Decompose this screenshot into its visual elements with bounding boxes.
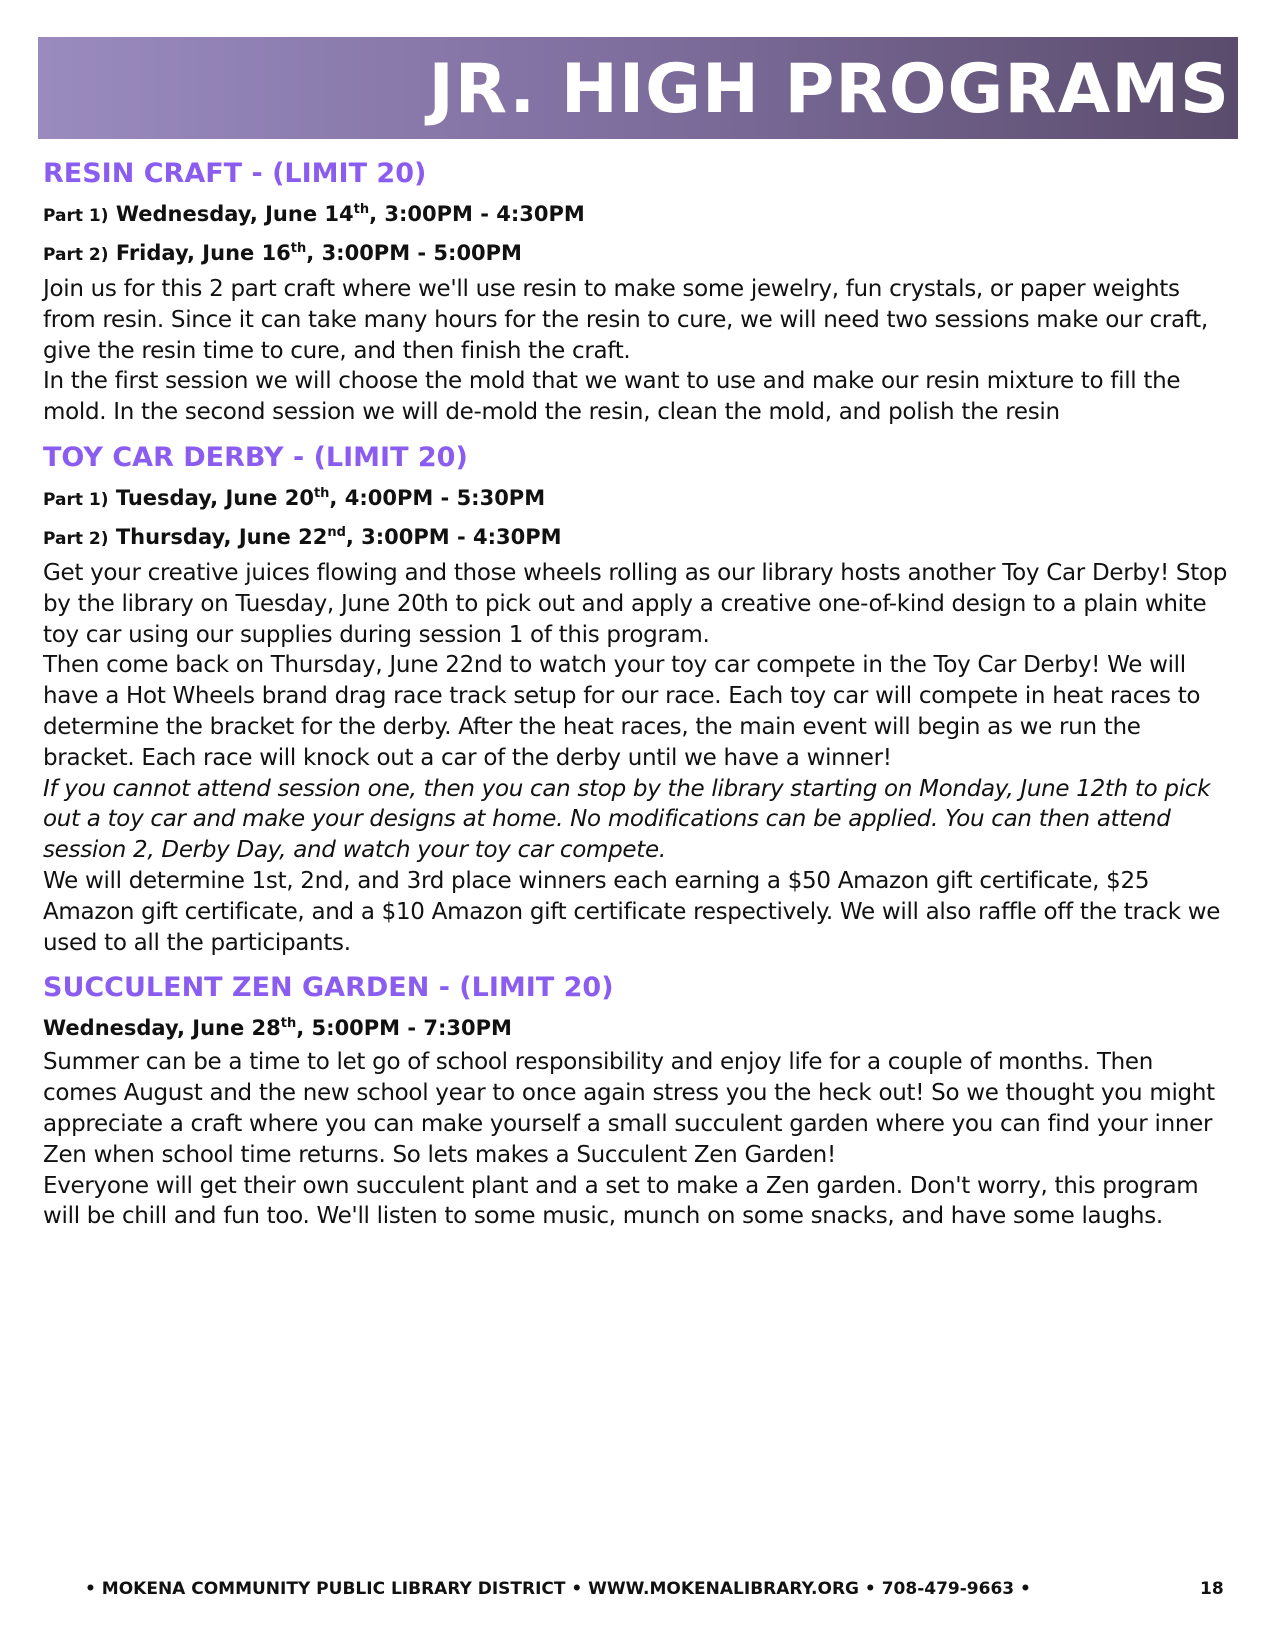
page-number: 18 (1200, 1579, 1224, 1599)
page-footer (0, 1574, 1275, 1604)
date-suffix: th (290, 241, 307, 256)
schedule-line (43, 1010, 1233, 1047)
part-label: Part 1) (43, 206, 109, 226)
schedule-line (43, 480, 1233, 519)
description-note: If you cannot attend session one, then you can stop by the library starting on Monday, June 12th to pick out a toy car and make your designs at home. No modifications can be applied. You can then attend session 2, Derby Day, and watch your toy car compete. (43, 775, 1211, 864)
part-label: Part 2) (43, 528, 109, 549)
schedule-day: Thursday (115, 524, 224, 549)
program-list (43, 156, 1233, 1244)
page-title: JR. HIGH PROGRAMS (428, 50, 1230, 129)
part-label: Part 2) (43, 245, 109, 265)
program-toy-car-derby (43, 440, 1233, 958)
description-paragraph: Everyone will get their own succulent plant and a set to make a Zen garden. Don't worry, this program will be chill and fun too. We'll listen to some music, munch on some snacks, and have some laughs. (43, 1172, 1199, 1230)
program-resin-craft (43, 156, 1233, 428)
schedule-date: , June 16 (187, 241, 291, 265)
description-paragraph: In the first session we will choose the mold that we want to use and make our resin mixture to fill the mold. In the second session we will de-mold the resin, clean the mold, and polish the resin (43, 368, 1181, 426)
date-suffix: th (353, 202, 370, 217)
description-paragraph: Join us for this 2 part craft where we'll use resin to make some jewelry, fun crystals, or paper weights from resin. Since it can take many hours for the resin to cure, we will need two sessions make our craft, give the resin time to cure, and then finish the craft. (43, 276, 1208, 364)
schedule-time: , 5:00PM - 7:30PM (296, 1016, 512, 1041)
program-title: SUCCULENT ZEN GARDEN - (LIMIT 20) (43, 972, 614, 1004)
schedule-day: Wednesday (43, 1016, 177, 1041)
description-paragraph: Then come back on Thursday, June 22nd to watch your toy car compete in the Toy Car Derby! We will have a Hot Wheels brand drag race track setup for our race. Each toy car will compete in heat races to determine the bracket for the derby. After the heat races, the main event will begin as we run the bracket. Each race will knock out a car of the derby until we have a winner! (43, 652, 1201, 771)
program-title: TOY CAR DERBY - (LIMIT 20) (43, 441, 468, 473)
date-suffix: th (313, 485, 330, 501)
schedule-date: , June 22 (223, 524, 328, 549)
schedule-time: , 3:00PM - 5:00PM (306, 241, 522, 265)
date-suffix: nd (327, 524, 346, 540)
program-title: RESIN CRAFT - (LIMIT 20) (43, 158, 427, 189)
schedule-date: , June 28 (177, 1016, 281, 1041)
schedule-day: Wednesday (115, 202, 250, 226)
schedule-date: , June 20 (210, 485, 314, 510)
schedule-line (43, 519, 1233, 558)
description-paragraph: Summer can be a time to let go of school responsibility and enjoy life for a couple of months. Then comes August and the new school year to once again stress you the heck out! So we thought you might appreciate a craft where you can make yourself a small succulent garden where you can find your inner Zen when school time returns. So lets makes a Succulent Zen Garden! (43, 1049, 1215, 1168)
header-banner (38, 37, 1238, 139)
program-succulent-zen-garden (43, 970, 1233, 1232)
schedule-time: , 3:00PM - 4:30PM (369, 202, 585, 226)
schedule-date: , June 14 (249, 202, 354, 226)
schedule-time: , 3:00PM - 4:30PM (345, 524, 562, 549)
schedule-line (43, 196, 1233, 235)
date-suffix: th (280, 1016, 297, 1032)
schedule-line (43, 235, 1233, 274)
schedule-day: Friday (115, 241, 188, 265)
schedule-time: , 4:00PM - 5:30PM (329, 485, 546, 510)
part-label: Part 1) (43, 489, 109, 510)
schedule-day: Tuesday (115, 485, 211, 510)
description-paragraph: We will determine 1st, 2nd, and 3rd place winners each earning a $50 Amazon gift certificate, $25 Amazon gift certificate, and a $10 Amazon gift certificate respectively. We will also raffle off the track we used to all the participants. (43, 867, 1221, 956)
footer-contact-line: • MOKENA COMMUNITY PUBLIC LIBRARY DISTRICT • WWW.MOKENALIBRARY.ORG • 708-479-9663 • (85, 1579, 1031, 1599)
description-paragraph: Get your creative juices flowing and those wheels rolling as our library hosts another Toy Car Derby! Stop by the library on Tuesday, June 20th to pick out and apply a creative one-of-kind design to a plain white toy car using our supplies during session 1 of this program. (43, 559, 1228, 648)
